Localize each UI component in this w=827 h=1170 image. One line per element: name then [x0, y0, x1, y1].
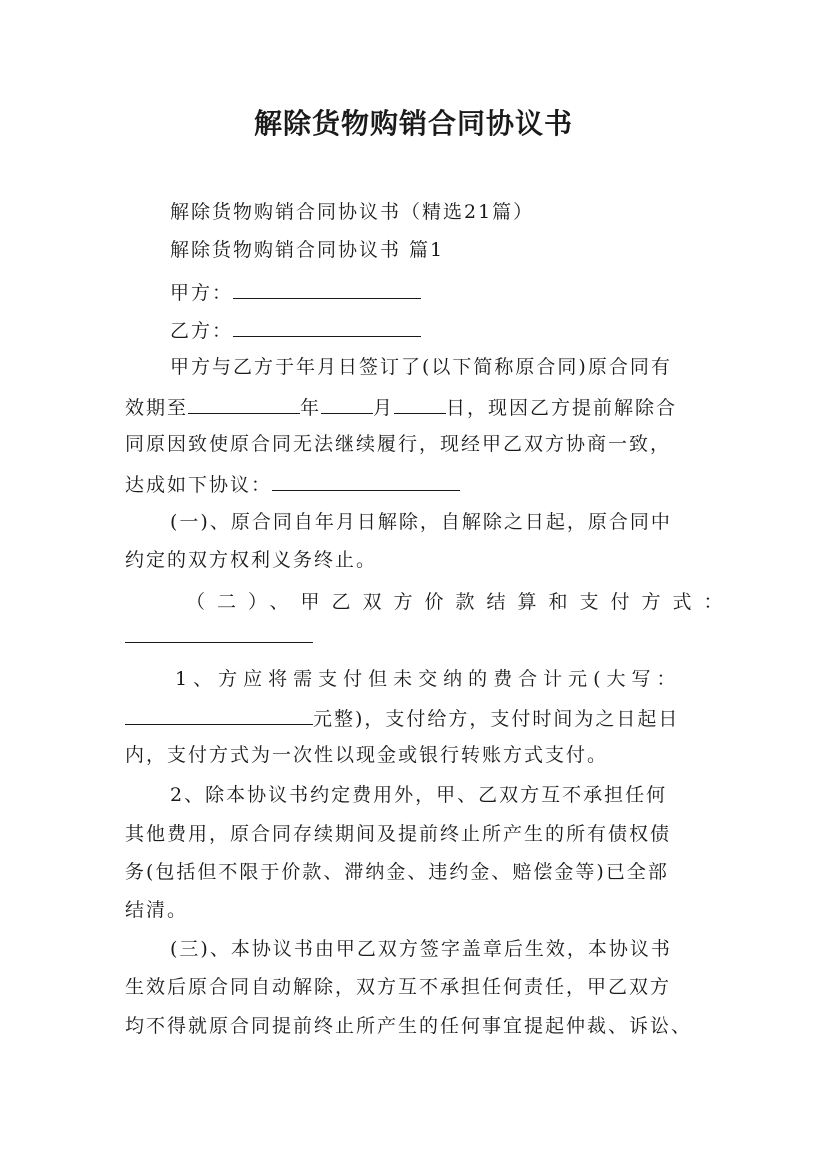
month-blank	[321, 387, 373, 414]
agreement-blank	[272, 464, 460, 491]
paragraph-line: 达成如下协议：	[125, 464, 460, 504]
document-title: 解除货物购销合同协议书	[253, 107, 573, 140]
item-1: 1、方应将需支付但未交纳的费合计元(大写：	[175, 668, 682, 690]
clause-3: (三)、本协议书由甲乙双方签字盖章后生效，本协议书	[170, 938, 672, 960]
amount-blank	[125, 698, 313, 725]
paragraph-line: 生效后原合同自动解除，双方互不承担任何责任，甲乙双方	[125, 976, 672, 998]
subtitle-line: 解除货物购销合同协议书（精选21篇）	[170, 201, 535, 223]
section-heading: 解除货物购销合同协议书 篇1	[170, 239, 445, 261]
party-a-label: 甲方：	[170, 282, 234, 304]
settlement-blank-line	[125, 616, 313, 656]
party-b-line	[170, 310, 421, 350]
settlement-blank	[125, 616, 313, 643]
paragraph-line: 效期至 年 月 日，现因乙方提前解除合	[125, 387, 677, 427]
party-a-line	[170, 272, 421, 312]
paragraph-line: 元整)，支付给方，支付时间为之日起日	[125, 698, 679, 738]
clause-2: （二）、甲乙双方价款结算和支付方式：	[186, 591, 735, 613]
year-blank	[188, 387, 300, 414]
paragraph-line: 均不得就原合同提前终止所产生的任何事宜提起仲裁、诉讼、	[125, 1015, 693, 1037]
paragraph-line: 务(包括但不限于价款、滞纳金、违约金、赔偿金等)已全部	[125, 861, 669, 883]
paragraph-line: 同原因致使原合同无法继续履行，现经甲乙双方协商一致，	[125, 433, 672, 455]
party-b-label: 乙方：	[170, 320, 234, 342]
party-a-blank	[233, 272, 421, 299]
paragraph-line: 内，支付方式为一次性以现金或银行转账方式支付。	[125, 744, 609, 766]
paragraph-line: 甲方与乙方于年月日签订了(以下简称原合同)原合同有	[170, 356, 672, 378]
paragraph-line: 其他费用，原合同存续期间及提前终止所产生的所有债权债	[125, 823, 672, 845]
day-blank	[394, 387, 446, 414]
party-b-blank	[233, 310, 421, 337]
clause-1: (一)、原合同自年月日解除，自解除之日起，原合同中	[170, 511, 672, 533]
item-2: 2、除本协议书约定费用外，甲、乙双方互不承担任何	[170, 784, 668, 806]
paragraph-line: 约定的双方权利义务终止。	[125, 549, 378, 571]
paragraph-line: 结清。	[125, 899, 189, 921]
